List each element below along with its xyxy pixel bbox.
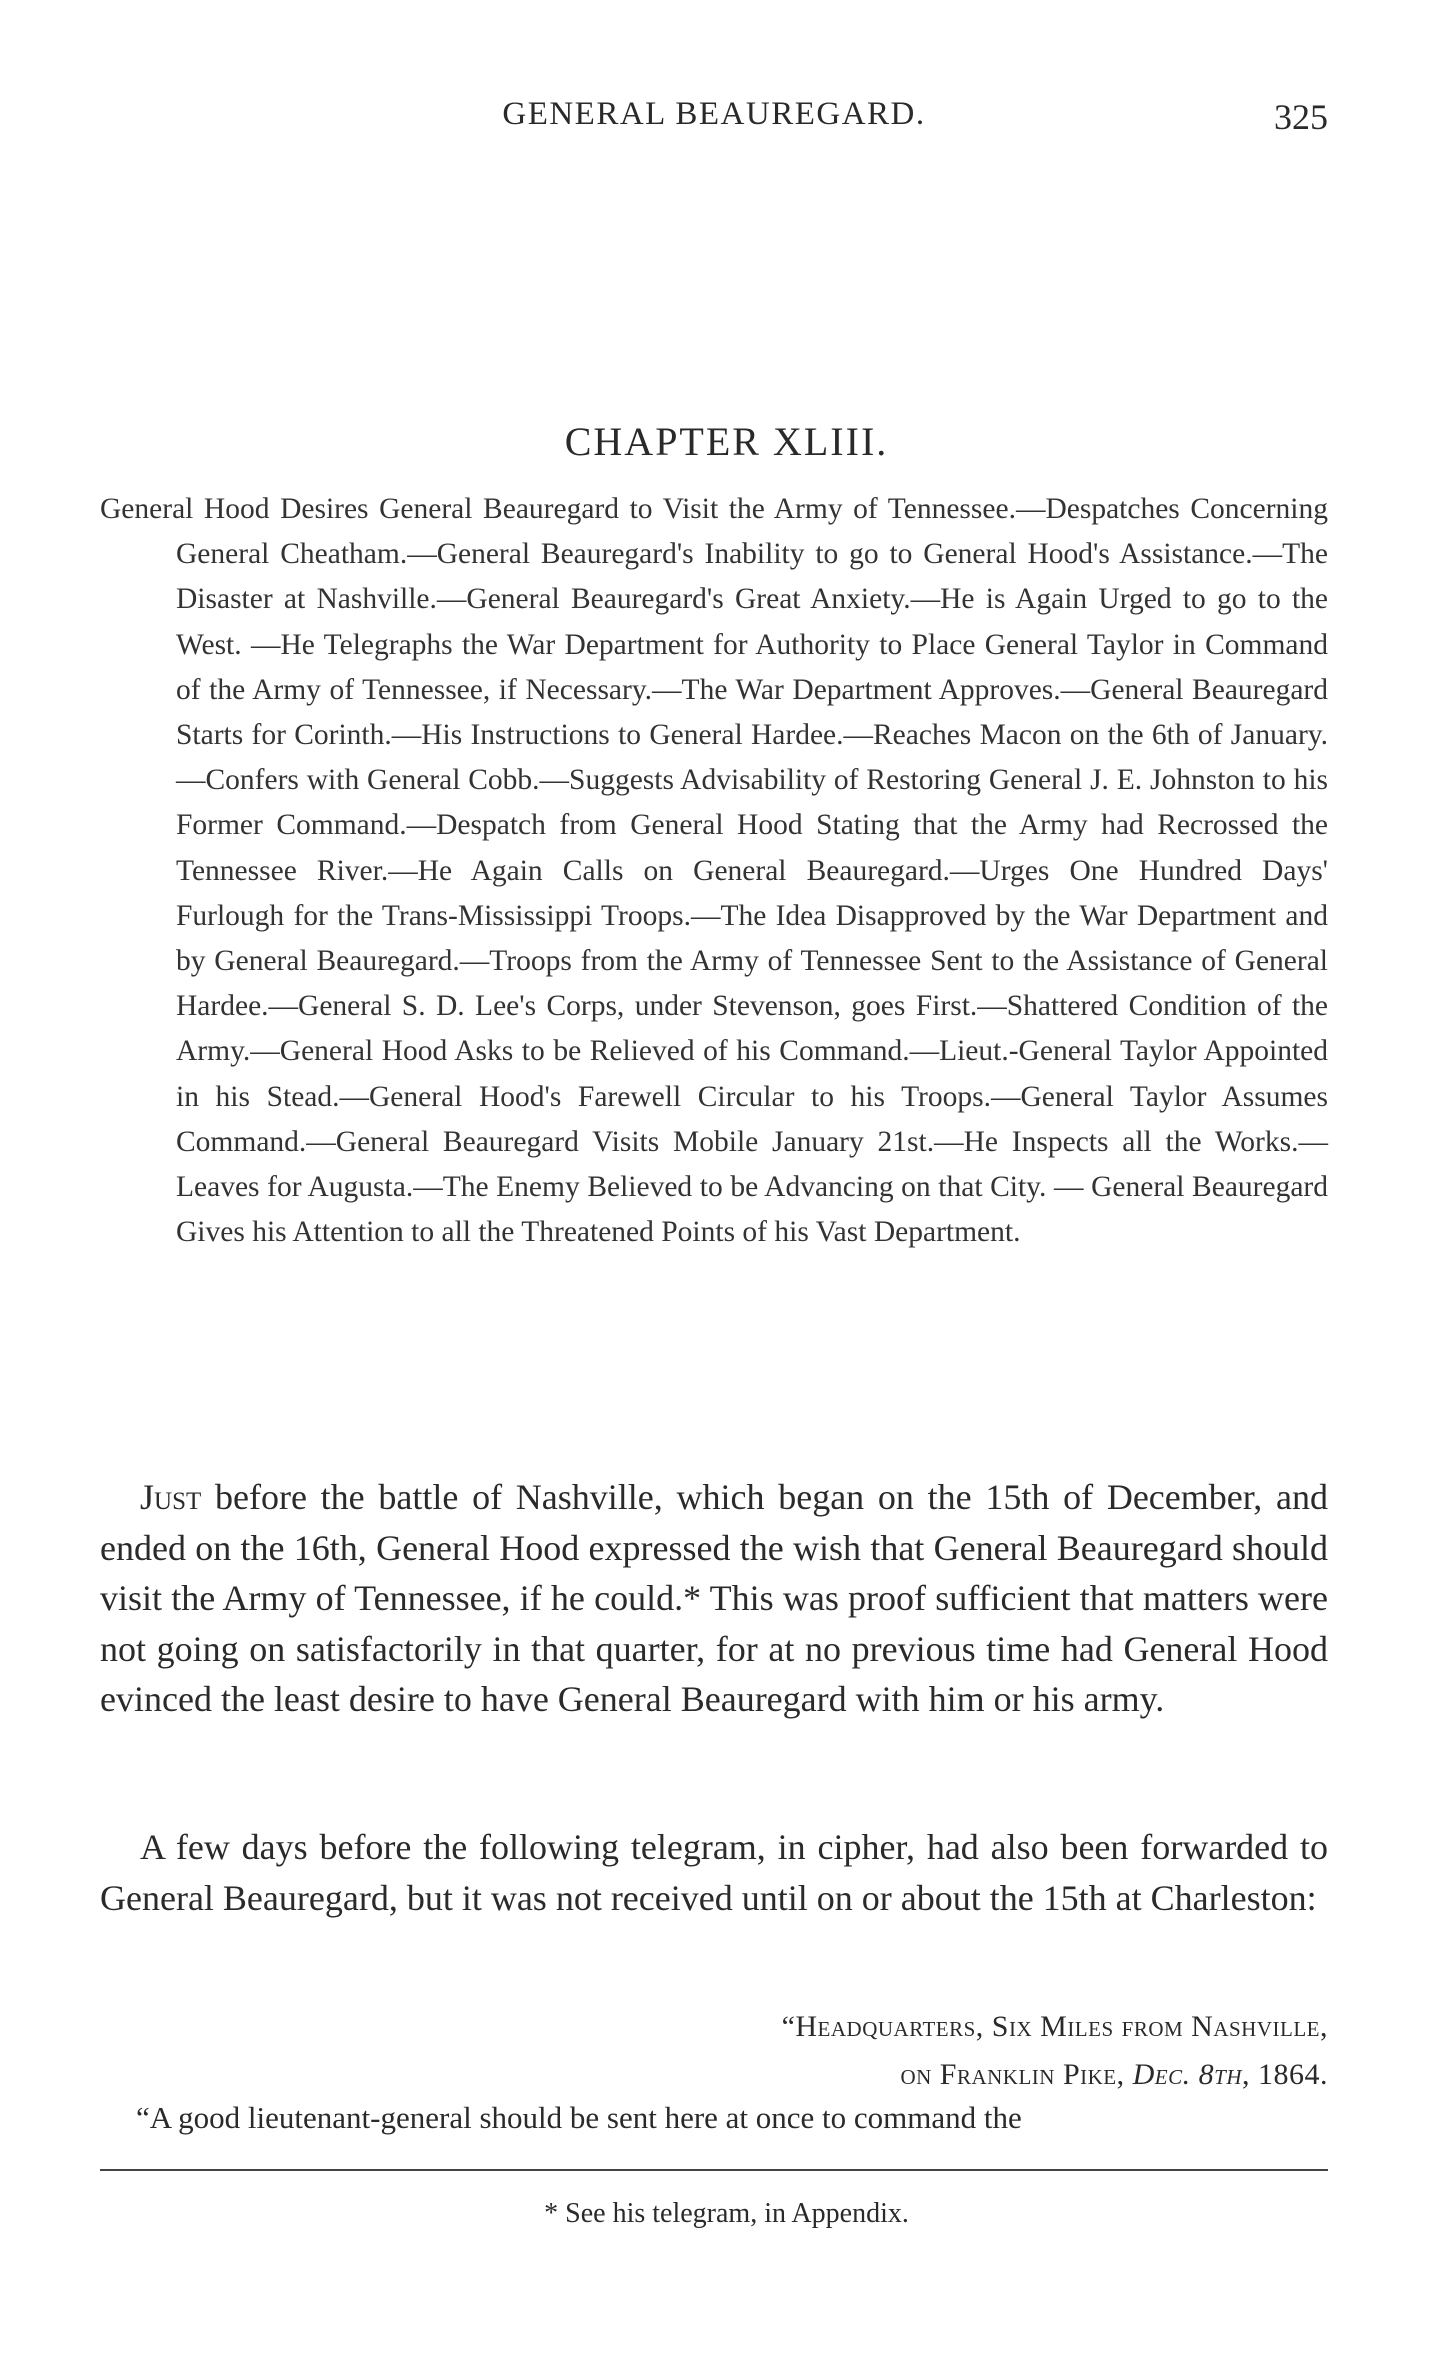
telegram-date: Dec. 8th (1132, 2058, 1242, 2091)
lead-word: Just (140, 1477, 202, 1517)
paragraph-1-text: before the battle of Nashville, which began on the 15th of December, and ended on the 16th, General Hood expressed the wish that General Beauregard should visit the Army of Tennessee, if he could.* This was proof sufficient that matters were not going on satisfactorily in that quarter, for at no previous time had General Hood evinced the least desire to have General Beauregard with him or his army. (100, 1477, 1328, 1720)
telegram-heading-prefix: on Franklin Pike, (900, 2058, 1133, 2091)
footnote: * See his telegram, in Appendix. (544, 2198, 909, 2229)
telegram-heading-line-2 (100, 2058, 1328, 2092)
footnote-rule (100, 2169, 1328, 2171)
telegram-first-line: “A good lieutenant-general should be sent here at once to command the (136, 2100, 1022, 2135)
running-title: GENERAL BEAUREGARD. (502, 96, 926, 132)
chapter-synopsis: General Hood Desires General Beauregard to Visit the Army of Tennessee.—Despatches Concerning General Cheatham.—General Beauregard's Inability to go to General Hood's Assistance.—The Disaster at Nashville.—General Beauregard's Great Anxiety.—He is Again Urged to go to the West. —He Telegraphs the War Department for Authority to Place General Taylor in Command of the Army of Tennessee, if Necessary.—The War Department Approves.—General Beauregard Starts for Corinth.—His Instructions to General Hardee.—Reaches Macon on the 6th of January.—Confers with General Cobb.—Suggests Advisability of Restoring General J. E. Johnston to his Former Command.—Despatch from General Hood Stating that the Army had Recrossed the Tennessee River.—He Again Calls on General Beauregard.—Urges One Hundred Days' Furlough for the Trans-Mississippi Troops.—The Idea Disapproved by the War Department and by General Beauregard.—Troops from the Army of Tennessee Sent to the Assistance of General Hardee.—General S. D. Lee's Corps, under Stevenson, goes First.—Shattered Condition of the Army.—General Hood Asks to be Relieved of his Command.—Lieut.-General Taylor Appointed in his Stead.—General Hood's Farewell Circular to his Troops.—General Taylor Assumes Command.—General Beauregard Visits Mobile January 21st.—He Inspects all the Works.—Leaves for Augusta.—The Enemy Believed to be Advancing on that City. — General Beauregard Gives his Attention to all the Threatened Points of his Vast Department. (100, 493, 1328, 1249)
body-paragraph-2: A few days before the following telegram, in cipher, had also been forwarded to General Beauregard, but it was not received until on or about the 15th at Charleston: (100, 1827, 1328, 1918)
chapter-title: CHAPTER XLIII. (564, 419, 889, 464)
running-head (100, 96, 1328, 146)
body-paragraph-1 (100, 1472, 1328, 1725)
telegram-heading-suffix: , 1864. (1242, 2058, 1328, 2091)
telegram-heading-line-1: “Headquarters, Six Miles from Nashville, (781, 2010, 1328, 2043)
page-number: 325 (1274, 97, 1328, 137)
